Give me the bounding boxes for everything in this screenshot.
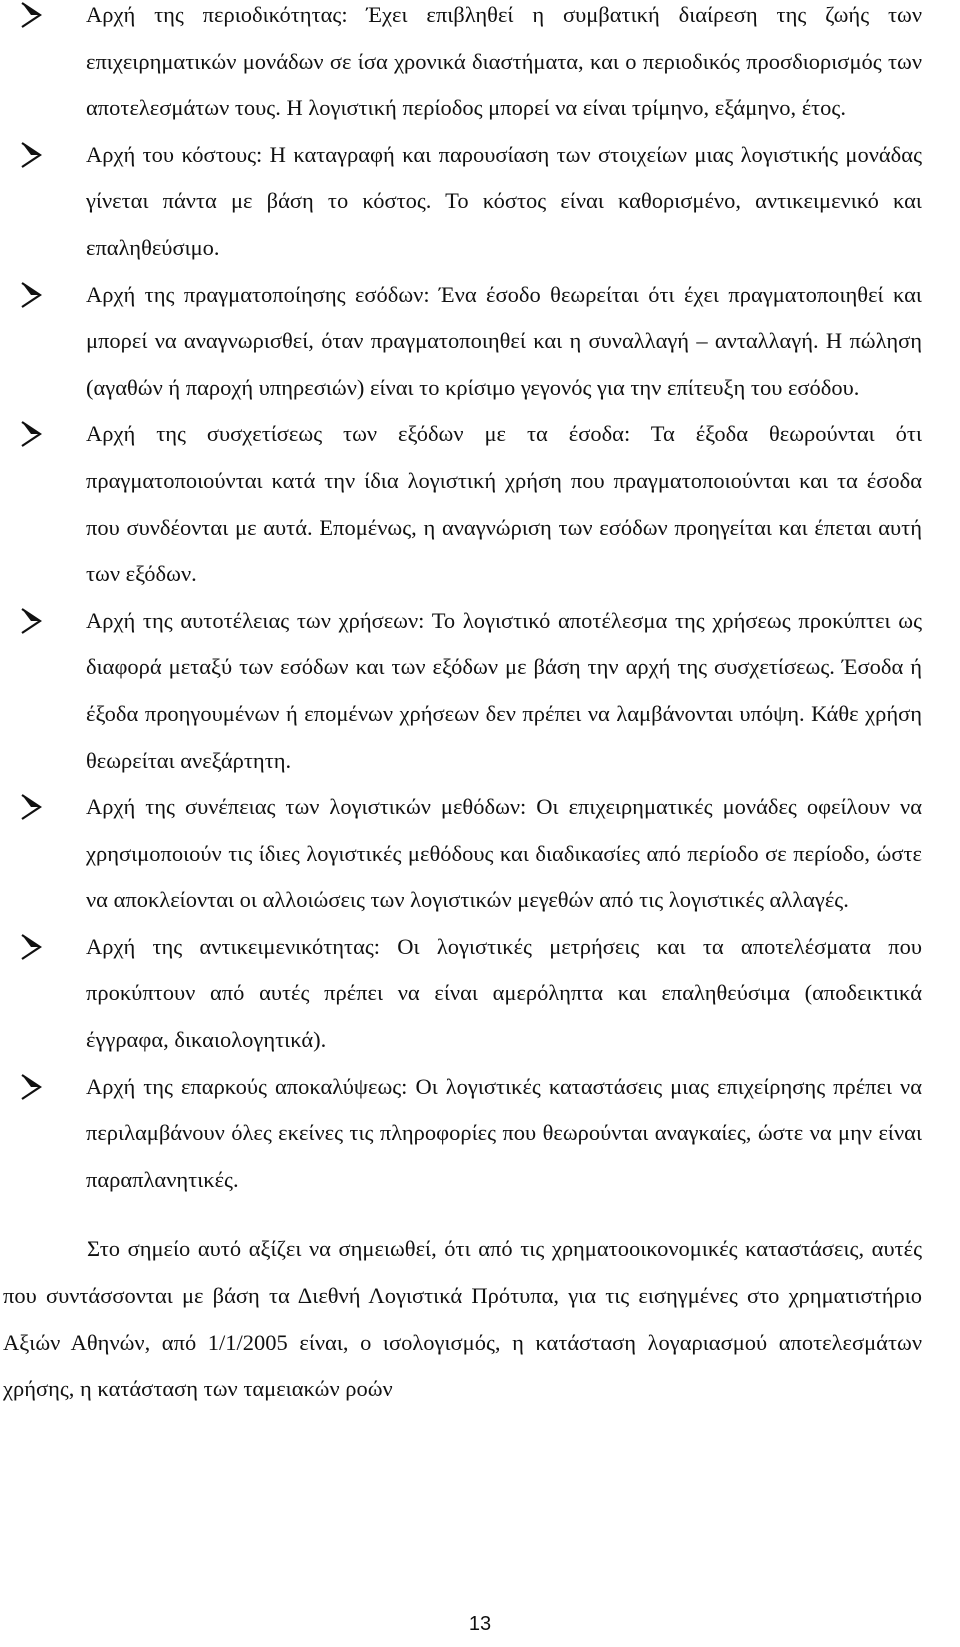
list-item-text: Αρχή της επαρκούς αποκαλύψεως: Οι λογιστικές καταστάσεις μιας επιχείρησης πρέπει να περιλαμβάνουν όλες εκείνες τις πληροφορίες που θεωρούνται αναγκαίες, ώστε να μην είναι παραπλανητικές.	[86, 1073, 922, 1192]
list-item-text: Αρχή της συσχετίσεως των εξόδων με τα έσοδα: Τα έξοδα θεωρούνται ότι πραγματοποιούνται κατά την ίδια λογιστική χρήση που πραγματοποιούνται και τα έσοδα που συνδέονται με αυτά. Επομένως, η αναγνώριση των εσόδων προηγείται και έπεται αυτή των εξόδων.	[86, 421, 922, 587]
list-item-text: Αρχή της συνέπειας των λογιστικών μεθόδων: Οι επιχειρηματικές μονάδες οφείλουν να χρησιμοποιούν τις ίδιες λογιστικές μεθόδους και διαδικασίες από περίοδο σε περίοδο, ώστε να αποκλείονται οι αλλοιώσεις των λογιστικών μεγεθών από τις λογιστικές αλλαγές.	[86, 794, 922, 913]
list-item	[0, 924, 960, 1064]
page-number: 13	[468, 1613, 492, 1635]
list-item-text: Αρχή της αντικειμενικότητας: Οι λογιστικές μετρήσεις και τα αποτελέσματα που προκύπτουν από αυτές πρέπει να είναι αμερόληπτα και επαληθεύσιμα (αποδεικτικά έγγραφα, δικαιολογητικά).	[86, 933, 922, 1053]
list-item-text: Αρχή της αυτοτέλειας των χρήσεων: Το λογιστικό αποτέλεσμα της χρήσεως προκύπτει ως διαφορά μεταξύ των εσόδων και των εξόδων με βάση την αρχή της συσχετίσεως. Έσοδα ή έξοδα προηγουμένων ή επομένων χρήσεων δεν πρέπει να λαμβάνονται υπόψη. Κάθε χρήση θεωρείται ανεξάρτητη.	[86, 607, 922, 773]
list-item	[0, 1064, 960, 1204]
list-item-text: Αρχή του κόστους: Η καταγραφή και παρουσίαση των στοιχείων μιας λογιστικής μονάδας γίνεται πάντα με βάση το κόστος. Το κόστος είναι καθορισμένο, αντικειμενικό και επαληθεύσιμο.	[86, 141, 922, 260]
list-item	[0, 411, 960, 597]
arrowhead-bullet-icon	[20, 933, 42, 961]
arrowhead-bullet-icon	[20, 420, 42, 448]
list-item	[0, 0, 960, 132]
arrowhead-bullet-icon	[20, 607, 42, 635]
list-item	[0, 784, 960, 924]
arrowhead-bullet-icon	[20, 1073, 42, 1101]
arrowhead-bullet-icon	[20, 281, 42, 309]
list-item	[0, 272, 960, 412]
arrowhead-bullet-icon	[20, 141, 42, 169]
list-item	[0, 598, 960, 784]
list-item-text: Αρχή της πραγματοποίησης εσόδων: Ένα έσοδο θεωρείται ότι έχει πραγματοποιηθεί και μπορεί να αναγνωρισθεί, όταν πραγματοποιηθεί και η συναλλαγή – ανταλλαγή. Η πώληση (αγαθών ή παροχή υπηρεσιών) είναι το κρίσιμο γεγονός για την επίτευξη του εσόδου.	[86, 281, 922, 400]
closing-paragraph: Στο σημείο αυτό αξίζει να σημειωθεί, ότι από τις χρηματοοικονομικές καταστάσεις, αυτές που συντάσσονται με βάση τα Διεθνή Λογιστικά Πρότυπα, για τις εισηγμένες στο χρηματιστήριο Αξιών Αθηνών, από 1/1/2005 είναι, ο ισολογισμός, η κατάσταση λογαριασμού αποτελεσμάτων χρήσης, η κατάσταση των ταμειακών ροών	[3, 1236, 922, 1402]
list-item	[0, 132, 960, 272]
arrowhead-bullet-icon	[20, 793, 42, 821]
arrowhead-bullet-icon	[20, 1, 42, 29]
list-item-text: Αρχή της περιοδικότητας: Έχει επιβληθεί η συμβατική διαίρεση της ζωής των επιχειρηματικών μονάδων σε ίσα χρονικά διαστήματα, και ο περιοδικός προσδιορισμός των αποτελεσμάτων τους. Η λογιστική περίοδος μπορεί να είναι τρίμηνο, εξάμηνο, έτος.	[86, 2, 922, 121]
